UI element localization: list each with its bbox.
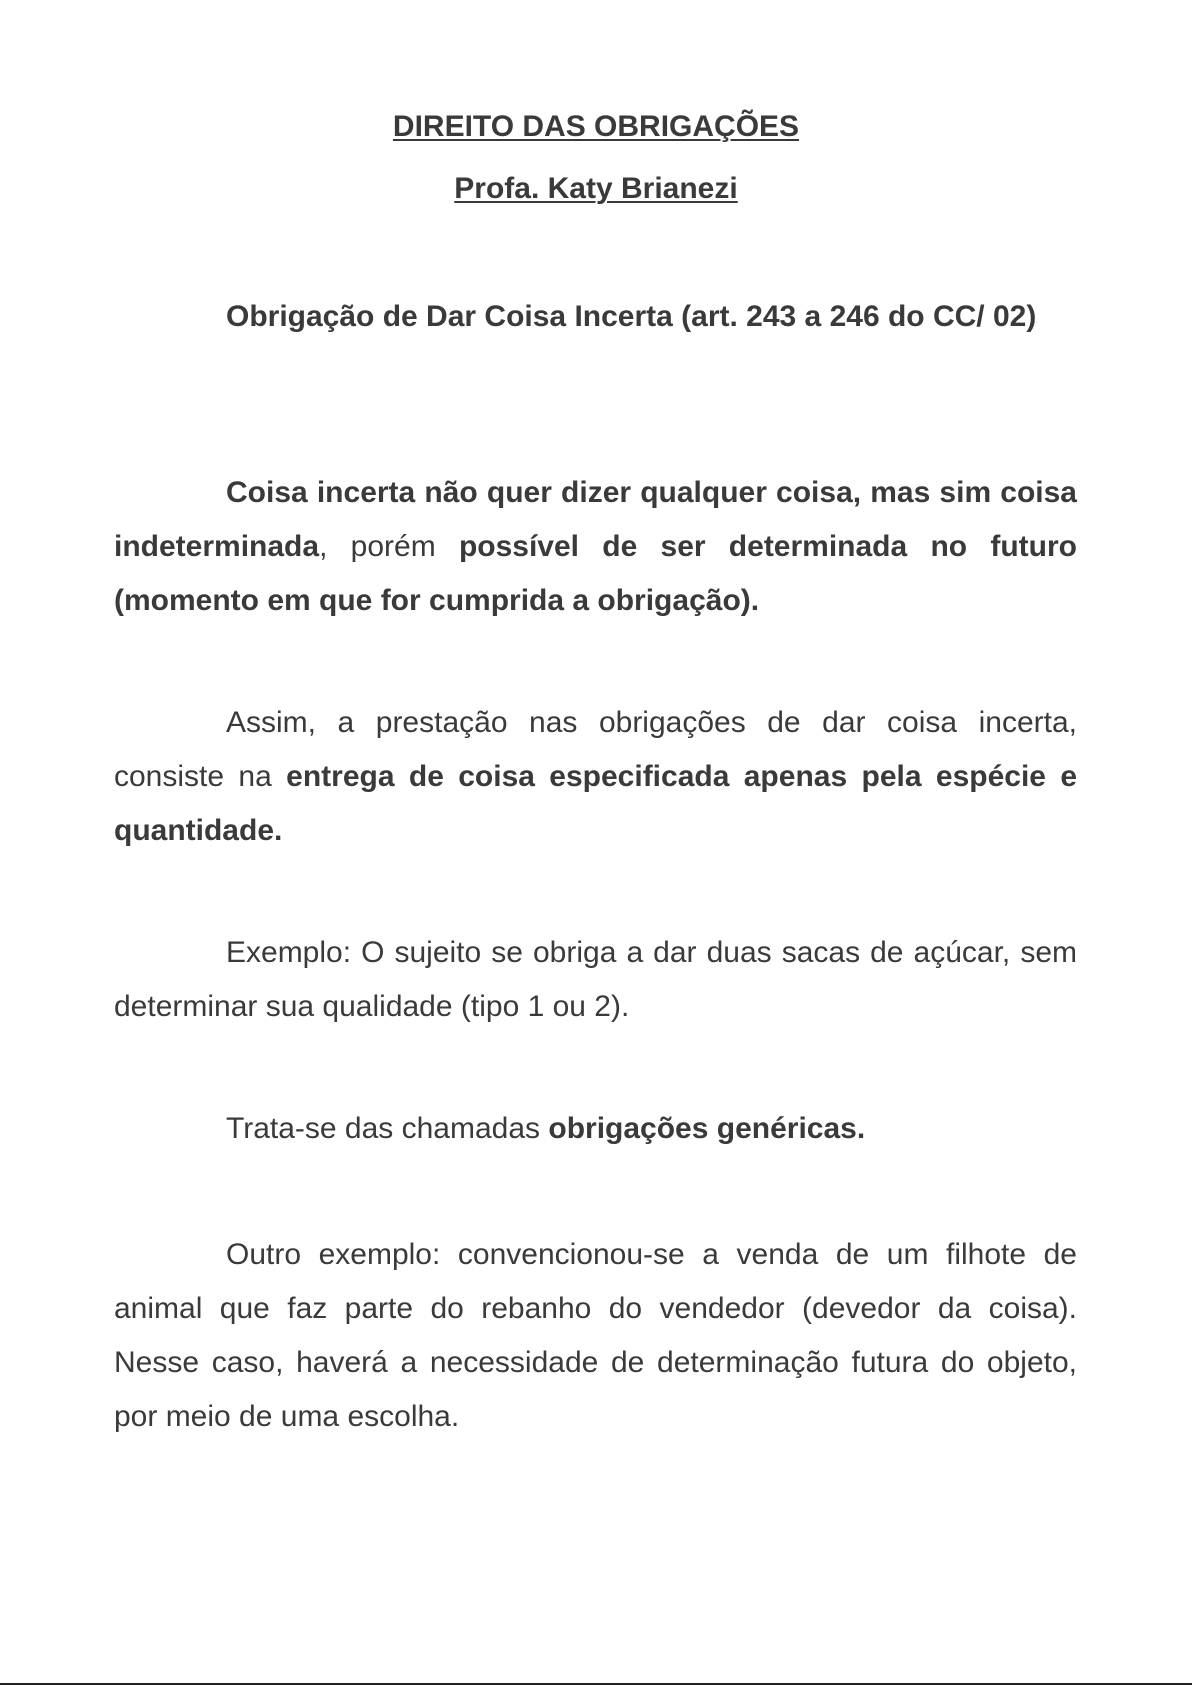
generic-plain-text: Trata-se das chamadas: [226, 1112, 549, 1145]
definition-bold-text-1: Coisa incerta não quer dizer qualquer coisa, mas sim coisa indeterminada: [114, 476, 1077, 563]
prestacao-bold-text: entrega de coisa especificada apenas pela espécie e quantidade.: [114, 760, 1077, 847]
example-text: Exemplo: O sujeito se obriga a dar duas sacas de açúcar, sem determinar sua qualidade (tipo 1 ou 2).: [114, 936, 1077, 1023]
prestacao-plain-text: Assim, a prestação nas obrigações de dar coisa incerta, consiste na: [114, 706, 1077, 793]
example-paragraph: [114, 926, 1077, 1034]
generic-obligations-paragraph: [114, 1102, 1077, 1156]
definition-paragraph: [114, 466, 1077, 628]
definition-bold-text-2: possível de ser determinada no futuro (momento em que for cumprida a obrigação).: [114, 530, 1077, 617]
section-heading-paragraph: [114, 290, 1077, 344]
definition-plain-text: , porém: [319, 530, 459, 563]
prestacao-paragraph: [114, 696, 1077, 858]
another-example-paragraph: [114, 1228, 1077, 1444]
document-title: DIREITO DAS OBRIGAÇÕES: [392, 110, 800, 143]
section-heading-text: Obrigação de Dar Coisa Incerta (art. 243 a 246 do CC/ 02): [226, 300, 1037, 333]
generic-bold-text: obrigações genéricas.: [548, 1112, 866, 1145]
document-author: Profa. Katy Brianezi: [454, 172, 738, 205]
another-example-text: Outro exemplo: convencionou-se a venda de um filhote de animal que faz parte do rebanho do vendedor (devedor da coisa). Nesse caso, haverá a necessidade de determinação futura do objeto, por meio de uma escolha.: [114, 1238, 1077, 1433]
